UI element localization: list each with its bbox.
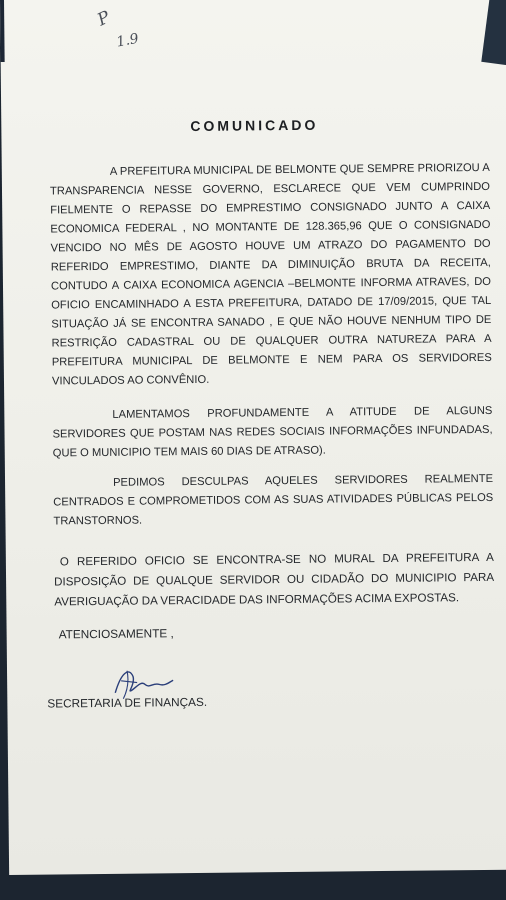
background-surface xyxy=(0,876,506,900)
paragraph-text: PEDIMOS DESCULPAS AQUELES SERVIDORES REALMENTE CENTRADOS E COMPROMETIDOS COM AS SUAS ATIVIDADES PÚBLICAS PELOS TRANSTORNOS. xyxy=(53,472,494,528)
document-title: COMUNICADO xyxy=(190,116,319,135)
paragraph-body xyxy=(50,159,492,392)
paragraph-text: A PREFEITURA MUNICIPAL DE BELMONTE QUE SEMPRE PRIORIZOU A TRANSPARENCIA NESSE GOVERNO, ESCLARECE QUE VEM CUMPRINDO FIELMENTE O REPASSE DO EMPRESTIMO CONSIGNADO JUNTO A CAIXA ECONOMICA FEDERAL , NO MONTANTE DE 128.365,96 QUE O CONSIGNADO VENCIDO NO MÊS DE AGOSTO HOUVE UM ATRAZO DO PAGAMENTO DO REFERIDO EMPRESTIMO, DIANTE DA DIMINUIÇÃO BRUTA DA RECEITA, CONTUDO A CAIXA ECONOMICA AGENCIA –BELMONTE INFORMA ATRAVES, DO OFICIO ENCAMINHADO A ESTA PREFEITURA, DATADO DE 17/09/2015, QUE TAL SITUAÇÃO JÁ SE ENCONTRA SANADO , E QUE NÃO HOUVE NENHUM TIPO DE RESTRIÇÃO CADASTRAL OU DE QUALQUER OUTRA NATUREZA PARA A PREFEITURA MUNICIPAL DE BELMONTE E NEM PARA OS SERVIDORES VINCULADOS AO CONVÊNIO. xyxy=(49,161,492,388)
paragraph-notice xyxy=(54,548,495,613)
page-edge-shadow xyxy=(0,0,5,62)
handwritten-mark: P xyxy=(94,7,114,31)
paragraph-regret xyxy=(52,402,493,464)
paragraph-text: LAMENTAMOS PROFUNDAMENTE A ATITUDE DE ALGUNS SERVIDORES QUE POSTAM NAS REDES SOCIAIS INFORMAÇÕES INFUNDADAS, QUE O MUNICIPIO TEM MAIS 60 DIAS DE ATRASO). xyxy=(52,404,493,460)
paragraph-apology xyxy=(53,470,494,532)
handwritten-mark: 1.9 xyxy=(115,30,140,51)
sign-off: ATENCIOSAMENTE , xyxy=(58,626,174,642)
page-corner-shadow xyxy=(481,0,506,67)
department-name: SECRETARIA DE FINANÇAS. xyxy=(47,694,208,711)
paragraph-text: O REFERIDO OFICIO SE ENCONTRA-SE NO MURAL DA PREFEITURA A DISPOSIÇÃO DE QUALQUE SERVIDOR OU CIDADÃO DO MUNICIPIO PARA AVERIGUAÇÃO DA VERACIDADE DAS INFORMAÇÕES ACIMA EXPOSTAS. xyxy=(54,550,495,609)
